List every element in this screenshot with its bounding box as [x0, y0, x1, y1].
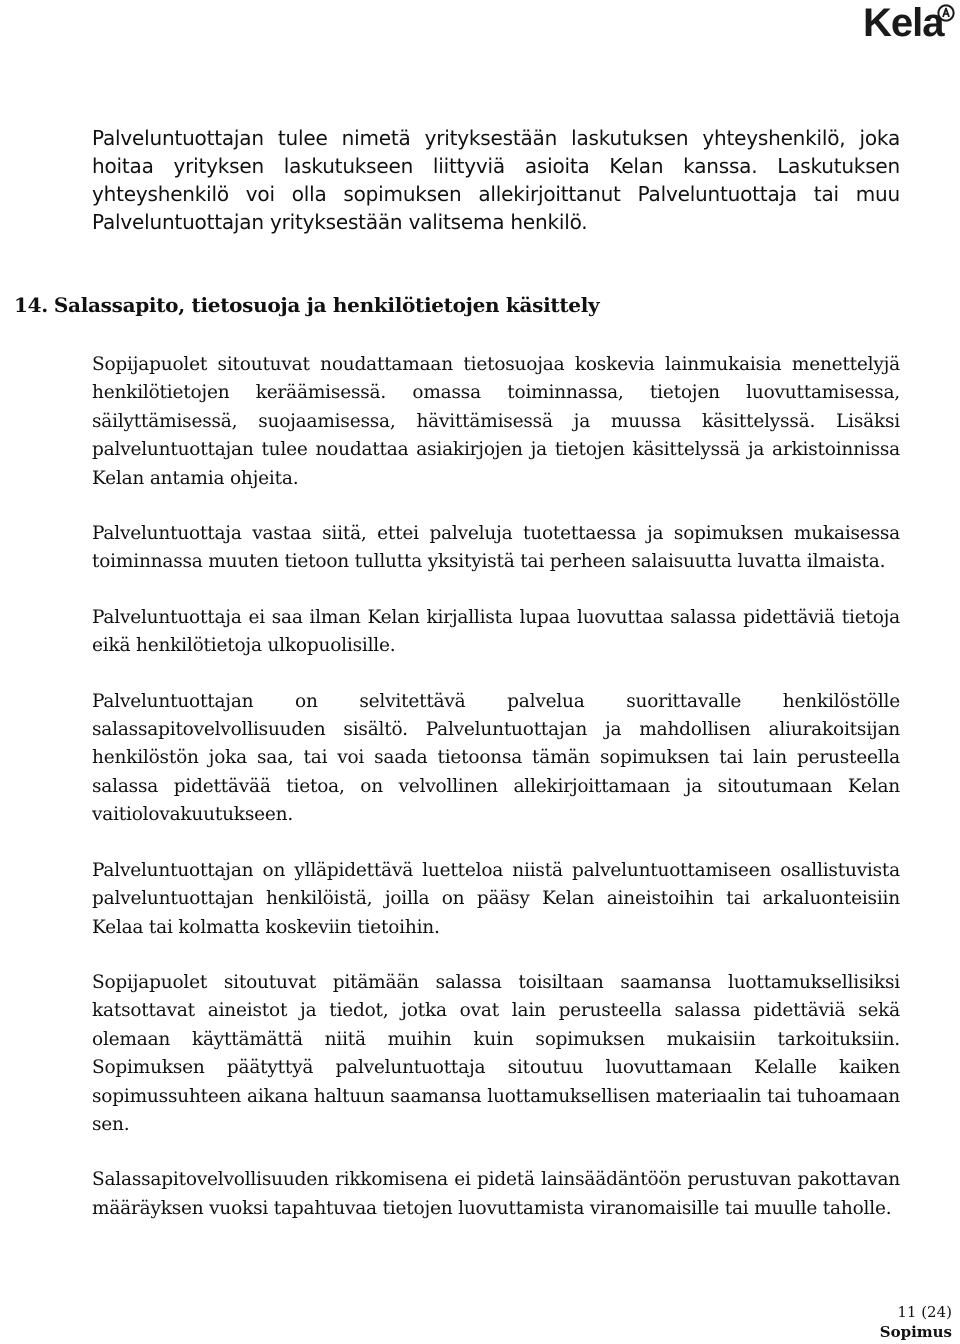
- logo-wordmark: Kela: [863, 1, 944, 45]
- intro-paragraph: Palveluntuottajan tulee nimetä yrityksestään laskutuksen yhteyshenkilö, joka hoitaa yrityksen laskutukseen liittyviä asioita Kelan kanssa. Laskutuksen yhteyshenkilö voi olla sopimuksen allekirjoittanut Palveluntuottaja tai muu Palveluntuottajan yrityksestään valitsema henkilö.: [92, 126, 900, 234]
- section-paragraph: Sopijapuolet sitoutuvat pitämään salassa toisiltaan saamansa luottamuksellisiksi katsottavat aineistot ja tiedot, jotka ovat lain perusteella salassa pidettäviä sekä olemaan käyttämättä niitä muihin kuin sopimuksen mukaisiin tarkoituksiin. Sopimuksen päätyttyä palveluntuottaja sitoutuu luovuttamaan Kelalle kaiken sopimussuhteen aikana haltuun saamansa luottamuksellisen materiaalin tai tuhoamaan sen.: [92, 971, 900, 1135]
- kela-logo: [863, 2, 955, 44]
- section-heading: [14, 291, 900, 319]
- section-paragraph: Salassapitovelvollisuuden rikkomisena ei pidetä lainsäädäntöön perustuvan pakottavan määräyksen vuoksi tapahtuvaa tietojen luovuttamista viranomaisille tai muulle taholle.: [92, 1169, 900, 1219]
- section-paragraph: Sopijapuolet sitoutuvat noudattamaan tietosuojaa koskevia lainmukaisia menettelyjä henkilötietojen keräämisessä. omassa toiminnassa, tietojen luovuttamisessa, säilyttämisessä, suojaamisessa, hävittämisessä ja muussa käsittelyssä. Lisäksi palveluntuottajan tulee noudattaa asiakirjojen ja tietojen käsittelyssä ja arkistoinnissa Kelan antamia ohjeita.: [92, 354, 900, 489]
- page-footer: [880, 1302, 952, 1342]
- section-paragraph: Palveluntuottajan on selvitettävä palvelua suorittavalle henkilöstölle salassapitovelvollisuuden sisältö. Palveluntuottajan ja mahdollisen aliurakoitsijan henkilöstön joka saa, tai voi saada tietoonsa tämän sopimuksen tai lain perusteella salassa pidettävää tietoa, on velvollinen allekirjoittamaan ja sitoutumaan Kelan vaitiolovakuutukseen.: [92, 690, 900, 826]
- kela-badge-icon: [937, 4, 955, 22]
- section-title: Salassapito, tietosuoja ja henkilötietojen käsittely: [53, 293, 600, 317]
- page-number: 11 (24): [897, 1303, 952, 1321]
- document-body: [14, 124, 900, 1223]
- section-paragraph: Palveluntuottaja ei saa ilman Kelan kirjallista lupaa luovuttaa salassa pidettäviä tietoja eikä henkilötietoja ulkopuolisille.: [92, 606, 900, 657]
- document-type: Sopimus: [879, 1323, 952, 1341]
- section-paragraph: Palveluntuottaja vastaa siitä, ettei palveluja tuotettaessa ja sopimuksen mukaisessa toiminnassa muuten tietoon tullutta yksityistä tai perheen salaisuutta luvatta ilmaista.: [92, 523, 900, 573]
- section-number: 14.: [14, 293, 48, 317]
- section-paragraph: Palveluntuottajan on ylläpidettävä luetteloa niistä palveluntuottamiseen osallistuvista palveluntuottajan henkilöistä, joilla on pääsy Kelan aineistoihin tai arkaluonteisiin Kelaa tai kolmatta koskeviin tietoihin.: [92, 859, 900, 938]
